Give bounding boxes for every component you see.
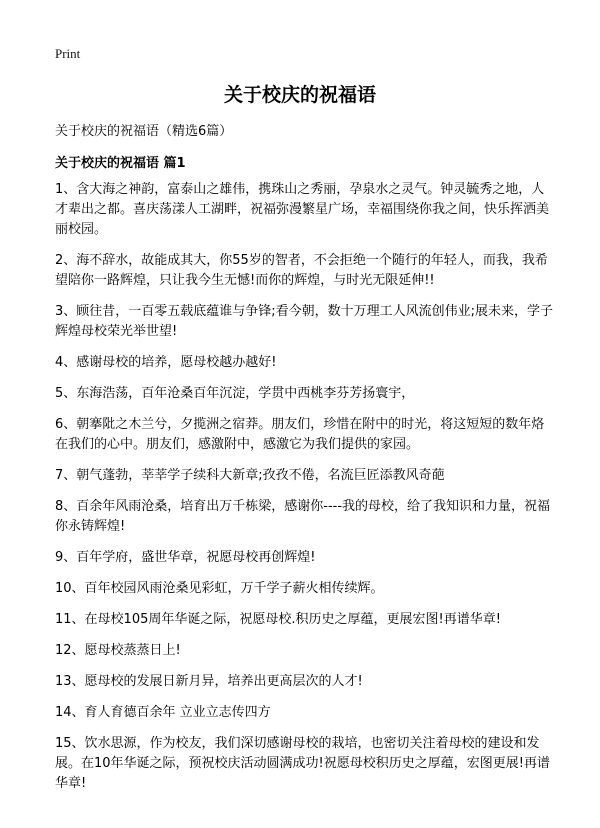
document-subtitle: 关于校庆的祝福语（精选6篇）: [55, 124, 233, 139]
greeting-item: 15、饮水思源，作为校友，我们深切感谢母校的栽培，也密切关注着母校的建设和发展。在10年华诞之际，预祝校庆活动圆满成功!祝愿母校积历史之厚蕴，宏图更展!再谱华章!: [55, 736, 550, 791]
print-link[interactable]: Print: [55, 46, 81, 61]
document-title: 关于校庆的祝福语: [223, 84, 376, 106]
greeting-item: 7、朝气蓬勃，莘莘学子续科大新章;孜孜不倦，名流巨匠添教风奇葩: [55, 468, 445, 483]
greeting-item: 6、朝搴阰之木兰兮，夕揽洲之宿莽。朋友们，珍惜在附中的时光，将这短短的数年烙在我们的心中。朋友们，感激附中，感激它为我们提供的家园。: [55, 417, 545, 452]
greeting-item: 2、海不辞水，故能成其大，你55岁的智者，不会拒绝一个随行的年轻人，而我，我希望陪你一路辉煌，只让我今生无憾!而你的辉煌，与时光无限延伸!!: [55, 253, 548, 288]
greeting-item: 9、百年学府，盛世华章，祝愿母校再创辉煌!: [55, 550, 316, 565]
greeting-item: 4、感谢母校的培养，愿母校越办越好!: [55, 355, 277, 370]
greeting-item: 12、愿母校蒸蒸日上!: [55, 643, 181, 658]
greeting-item: 11、在母校105周年华诞之际，祝愿母校.积历史之厚蕴，更展宏图!再谱华章!: [55, 612, 501, 627]
greeting-list: [55, 180, 555, 805]
greeting-item: 8、百余年风雨沧桑，培育出万千栋梁，感谢你----我的母校，给了我知识和力量，祝福你永铸辉煌!: [55, 499, 551, 534]
greeting-item: 5、东海浩荡，百年沧桑百年沉淀，学贯中西桃李芬芳扬寰宇，: [55, 386, 415, 401]
greeting-item: 13、愿母校的发展日新月异，培养出更高层次的人才!: [55, 674, 363, 689]
greeting-item: 10、百年校园风雨沧桑见彩虹，万千学子薪火相传续辉。: [55, 581, 384, 596]
greeting-item: 14、育人育德百余年 立业立志传四方: [55, 705, 271, 720]
section-heading: 关于校庆的祝福语 篇1: [55, 156, 186, 171]
greeting-item: 3、顾往昔，一百零五载底蕴谁与争锋;看今朝，数十万理工人风流创伟业;展未来，学子辉煌母校荣光举世望!: [55, 304, 554, 339]
greeting-item: 1、含大海之神韵，富泰山之雄伟，携珠山之秀丽，孕泉水之灵气。钟灵毓秀之地，人才辈出之都。喜庆荡漾人工湖畔，祝福弥漫繁星广场，幸福围绕你我之间，快乐挥洒美丽校园。: [55, 182, 550, 237]
